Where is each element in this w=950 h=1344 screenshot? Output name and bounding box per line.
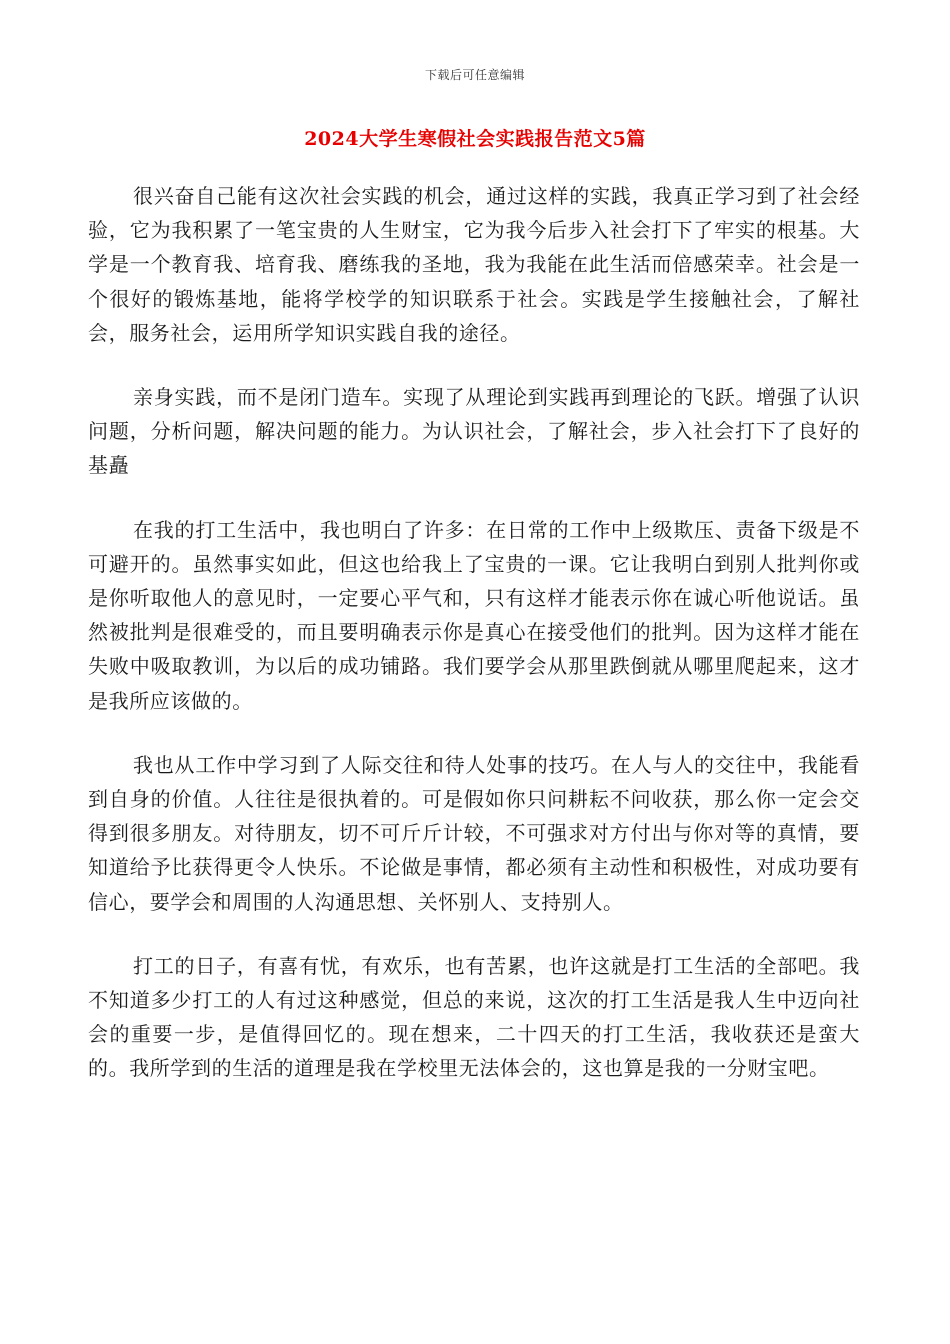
document-title: 2024大学生寒假社会实践报告范文5篇 <box>304 128 646 150</box>
paragraph-4: 我也从工作中学习到了人际交往和待人处事的技巧。在人与人的交往中，我能看到自身的价值。人往往是很执着的。可是假如你只问耕耘不问收获，那么你一定会交得到很多朋友。对待朋友，切不可斤斤计较，不可强求对方付出与你对等的真情，要知道给予比获得更令人快乐。不论做是事情，都必须有主动性和积极性，对成功要有信心，要学会和周围的人沟通思想、关怀别人、支持别人。 <box>88 752 860 914</box>
paragraph-2: 亲身实践，而不是闭门造车。实现了从理论到实践再到理论的飞跃。增强了认识问题，分析问题，解决问题的能力。为认识社会，了解社会，步入社会打下了良好的基矗 <box>88 385 860 478</box>
document-body <box>88 179 860 1116</box>
paragraph-3: 在我的打工生活中，我也明白了许多：在日常的工作中上级欺压、责备下级是不可避开的。虽然事实如此，但这也给我上了宝贵的一课。它让我明白到别人批判你或是你听取他人的意见时，一定要心平气和，只有这样才能表示你在诚心听他说话。虽然被批判是很难受的，而且要明确表示你是真心在接受他们的批判。因为这样才能在失败中吸取教训，为以后的成功铺路。我们要学会从那里跌倒就从哪里爬起来，这才是我所应该做的。 <box>88 517 860 713</box>
paragraph-1: 很兴奋自己能有这次社会实践的机会，通过这样的实践，我真正学习到了社会经验，它为我积累了一笔宝贵的人生财宝，它为我今后步入社会打下了牢实的根基。大学是一个教育我、培育我、磨练我的圣地，我为我能在此生活而倍感荣幸。社会是一个很好的锻炼基地，能将学校学的知识联系于社会。实践是学生接触社会，了解社会，服务社会，运用所学知识实践自我的途径。 <box>88 184 860 345</box>
header-note: 下载后可任意编辑 <box>424 68 525 82</box>
paragraph-5: 打工的日子，有喜有忧，有欢乐，也有苦累，也许这就是打工生活的全部吧。我不知道多少打工的人有过这种感觉，但总的来说，这次的打工生活是我人生中迈向社会的重要一步，是值得回忆的。现在想来，二十四天的打工生活，我收获还是蛮大的。我所学到的生活的道理是我在学校里无法体会的，这也算是我的一分财宝吧。 <box>88 953 860 1081</box>
